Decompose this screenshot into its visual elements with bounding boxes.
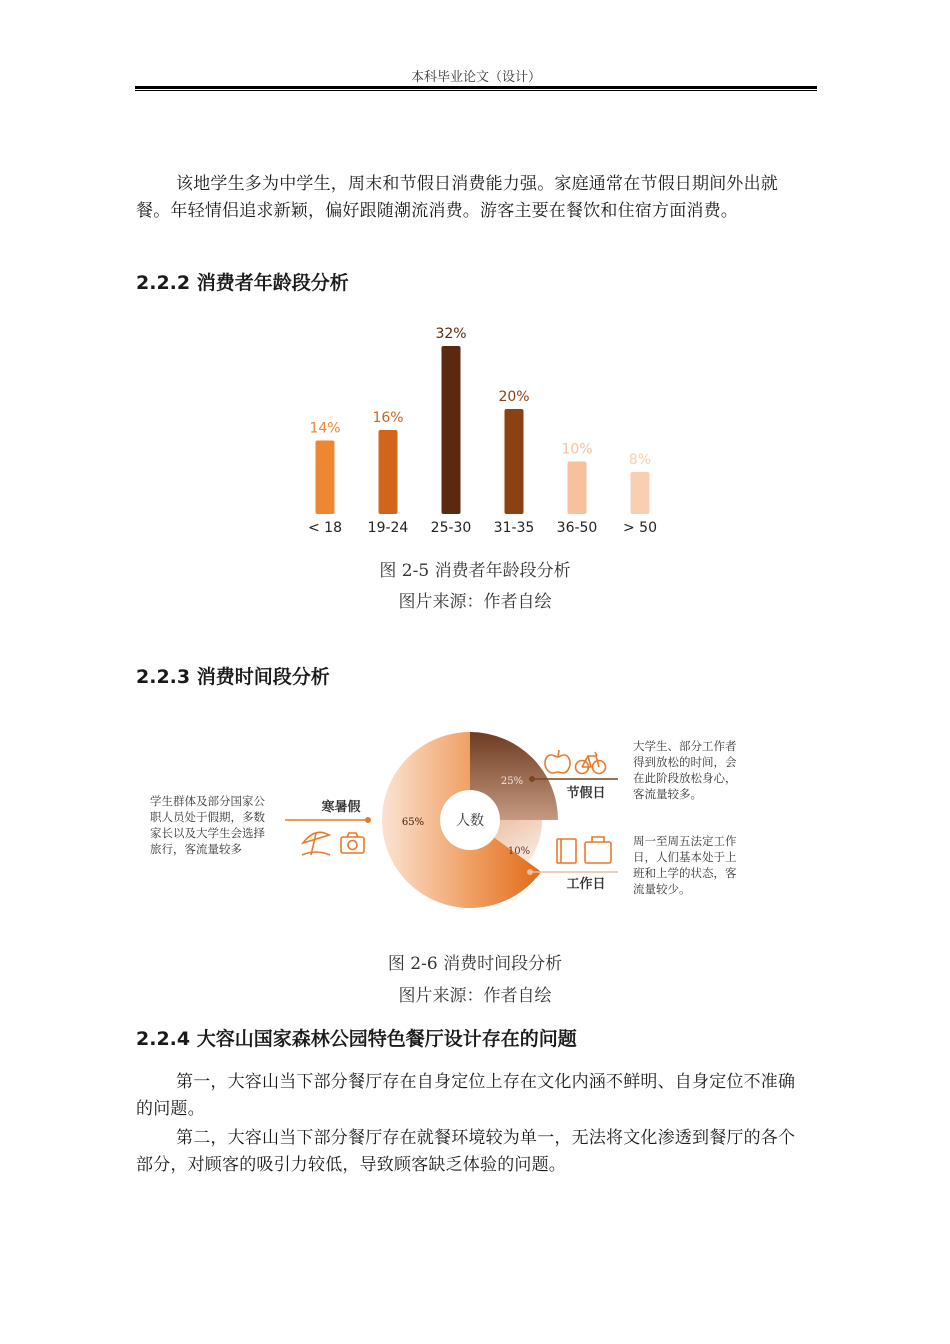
bar-value-label-5: 8% bbox=[628, 452, 652, 468]
bicycle-icon bbox=[576, 752, 606, 774]
problem-paragraph-2: 第二，大容山当下部分餐厅存在就餐环境较为单一，无法将文化渗透到餐厅的各个部分，对顾客的吸引力较低，导致顾客缺乏体验的问题。 bbox=[136, 1128, 796, 1175]
bar-category-label-1: 19-24 bbox=[367, 520, 409, 536]
pie-description-line: 班和上学的状态，客 bbox=[633, 866, 737, 880]
pie-description-summer bbox=[150, 794, 265, 856]
bar-value-label-0: 14% bbox=[309, 420, 341, 437]
bar-1 bbox=[379, 430, 398, 514]
pie-label-workday: 工作日 bbox=[566, 877, 606, 892]
figure-6-source: 图片来源：作者自绘 bbox=[398, 986, 552, 1006]
bar-value-label-3: 20% bbox=[498, 389, 530, 405]
pie-description-line: 得到放松的时间，会 bbox=[633, 755, 737, 769]
pie-label-holiday: 节假日 bbox=[566, 786, 606, 801]
pie-description-holiday bbox=[633, 739, 737, 801]
bar-category-label-3: 31-35 bbox=[493, 520, 535, 536]
figure-5-source: 图片来源：作者自绘 bbox=[398, 592, 552, 612]
bar-value-label-2: 32% bbox=[435, 326, 467, 342]
bar-value-label-4: 10% bbox=[561, 441, 593, 458]
pie-description-line: 职人员处于假期，多数 bbox=[150, 810, 265, 824]
page-header-title: 本科毕业论文（设计） bbox=[410, 70, 541, 85]
bar-3 bbox=[505, 409, 524, 514]
pie-description-workday bbox=[633, 834, 737, 896]
section-heading-age: 2.2.2 消费者年龄段分析 bbox=[136, 272, 349, 294]
bar-4 bbox=[568, 462, 587, 515]
problem-paragraph-1: 第一，大容山当下部分餐厅存在自身定位上存在文化内涵不鲜明、自身定位不准确的问题。 bbox=[136, 1072, 796, 1119]
age-bar-chart bbox=[290, 318, 670, 543]
pie-description-line: 在此阶段放松身心， bbox=[633, 771, 737, 785]
section-heading-problems: 2.2.4 大容山国家森林公园特色餐厅设计存在的问题 bbox=[136, 1028, 577, 1050]
holiday-connector-dot bbox=[529, 776, 535, 782]
book-icon bbox=[557, 839, 576, 863]
section-heading-time: 2.2.3 消费时间段分析 bbox=[136, 666, 330, 688]
figure-6-caption: 图 2-6 消费时间段分析 bbox=[387, 954, 563, 974]
pie-pct-workday: 10% bbox=[507, 846, 531, 857]
summer-connector-dot bbox=[365, 817, 371, 823]
pie-description-line: 大学生、部分工作者 bbox=[633, 739, 737, 753]
workday-connector-dot bbox=[527, 869, 533, 875]
apple-icon bbox=[545, 750, 570, 773]
pie-description-line: 周一至周五法定工作 bbox=[633, 834, 737, 848]
pie-description-line: 客流量较多。 bbox=[633, 787, 702, 801]
pie-description-line: 流量较少。 bbox=[633, 882, 691, 896]
bar-2 bbox=[442, 346, 461, 514]
bar-0 bbox=[316, 441, 335, 515]
camera-icon bbox=[341, 833, 364, 853]
bar-category-label-2: 25-30 bbox=[430, 520, 472, 536]
pie-pct-holiday: 25% bbox=[500, 776, 524, 787]
pie-description-line: 日，人们基本处于上 bbox=[633, 850, 737, 864]
briefcase-icon bbox=[585, 837, 611, 863]
header-rule bbox=[135, 86, 817, 91]
time-pie-chart bbox=[140, 715, 780, 925]
beach-umbrella-icon bbox=[302, 832, 330, 855]
bar-category-label-5: > 50 bbox=[623, 520, 657, 536]
pie-description-line: 学生群体及部分国家公 bbox=[150, 794, 265, 808]
pie-description-line: 旅行，客流量较多 bbox=[150, 842, 242, 856]
pie-pct-summer: 65% bbox=[401, 817, 425, 828]
bar-category-label-0: < 18 bbox=[308, 520, 342, 536]
intro-paragraph: 该地学生多为中学生，周末和节假日消费能力强。家庭通常在节假日期间外出就餐。年轻情侣追求新颖，偏好跟随潮流消费。游客主要在餐饮和住宿方面消费。 bbox=[136, 174, 778, 221]
pie-description-line: 家长以及大学生会选择 bbox=[150, 826, 265, 840]
bar-5 bbox=[631, 472, 650, 514]
bar-category-label-4: 36-50 bbox=[556, 520, 598, 536]
pie-center-label: 人数 bbox=[456, 813, 484, 829]
pie-label-summer: 寒暑假 bbox=[321, 800, 361, 815]
figure-5-caption: 图 2-5 消费者年龄段分析 bbox=[379, 561, 571, 581]
bar-value-label-1: 16% bbox=[372, 410, 404, 426]
